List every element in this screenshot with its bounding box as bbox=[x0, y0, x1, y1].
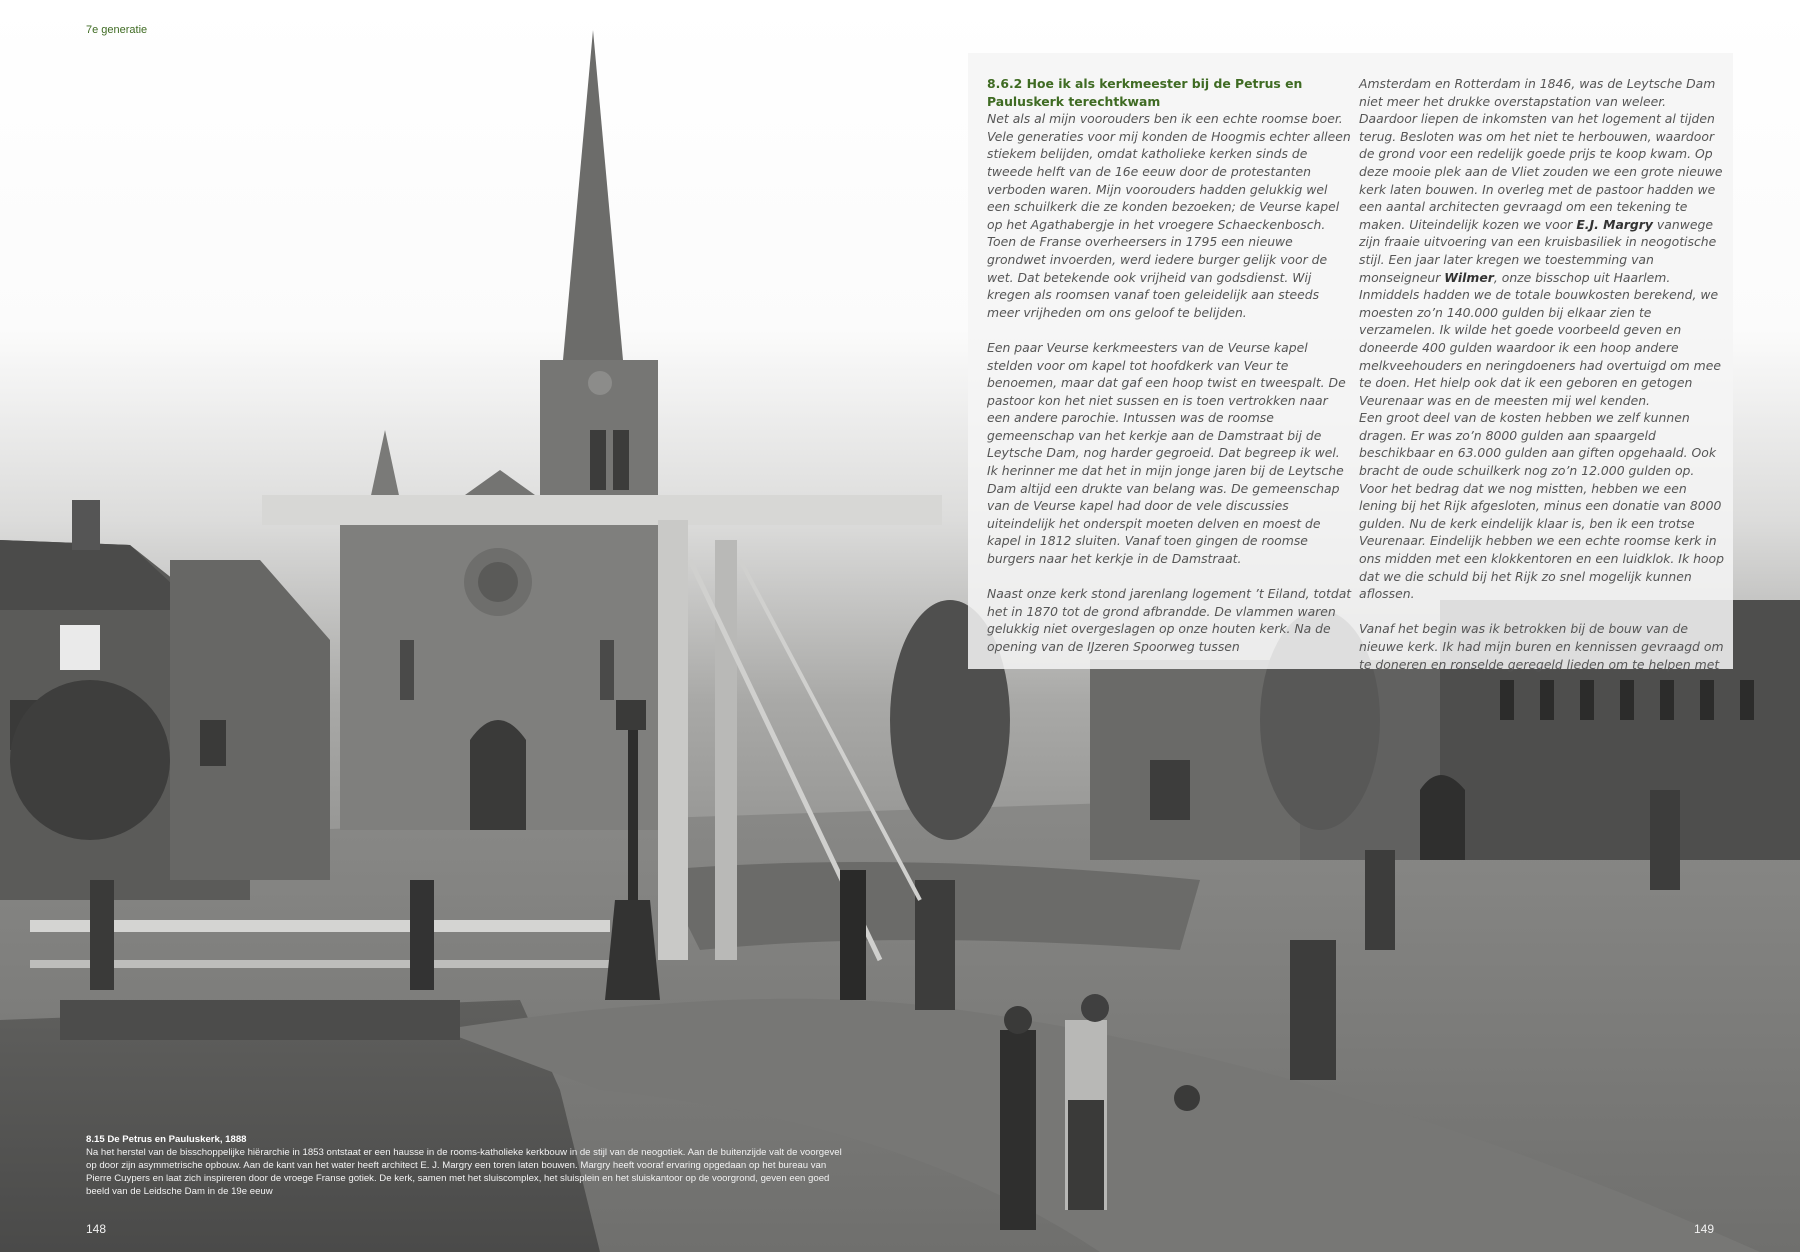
text-run: Amsterdam en Rotterdam in 1846, was de Leytsche Dam niet meer het drukke overstapstation van weleer. Daardoor liepen de inkomsten van het logement al tijden terug. Besloten was om het niet te herbouwen, waardoor de grond voor een redelijk goede prijs te koop kwam. Op deze mooie plek aan de Vliet zouden we een grote nieuwe kerk laten bouwen. In overleg met de pastoor hadden we een aantal architecten gevraagd om een tekening te maken. Uiteindelijk kozen we voor bbox=[1359, 76, 1723, 232]
chapter-header: 7e generatie bbox=[86, 24, 148, 36]
page-number-right: 149 bbox=[1694, 1222, 1715, 1236]
text-run: vanwege zijn fraaie uitvoering van een kruisbasiliek in neogotische stijl. Een jaar later kregen we toestemming van monseigneur bbox=[1359, 216, 1717, 285]
page-number-left: 148 bbox=[86, 1222, 107, 1236]
paragraph: Net als al mijn voorouders ben ik een echte roomse boer. Vele generaties voor mij konden de Hoogmis echter alleen stiekem belijden, omdat katholieke kerken sinds de tweede helft van de 16e eeuw door de protestanten verboden waren. Mijn voorouders hadden gelukkig wel een schuilkerk die ze konden bezoeken; de Veurse kapel op het Agathabergje in het vroegere Schaeckenbosch. Toen de Franse overheersers in 1795 een nieuwe grondwet invoerden, werd iedere burger gelijk voor de wet. Dat betekende ook vrijheid van godsdienst. Wij kregen als roomsen vanaf toen geleidelijk aan steeds meer vrijheden om ons geloof te belijden. bbox=[987, 111, 1351, 320]
caption-title: 8.15 De Petrus en Pauluskerk, 1888 bbox=[86, 1134, 247, 1145]
paragraph: Naast onze kerk stond jarenlang logement ’t Eiland, totdat het in 1870 tot de grond afbrandde. De vlammen waren gelukkig niet overgeslagen op onze houten kerk. Na de opening van de IJzeren Spoorweg tussen bbox=[987, 586, 1352, 654]
text-run: , onze bisschop uit Haarlem. Inmiddels hadden we de totale bouwkosten berekend, we moesten zo’n 140.000 gulden bij elkaar zien te verzamelen. Ik wilde het goede voorbeeld geven en doneerde 400 gulden waardoor ik een hoop andere melkveehouders en neringdoeners had overtuigd om mee te doen. Het hielp ook dat ik een geboren en getogen Veurenaar was en de meesten mij wel kenden. bbox=[1359, 269, 1721, 408]
paragraph-with-names bbox=[1359, 75, 1724, 409]
text-column-right bbox=[1359, 75, 1724, 673]
text-column-left bbox=[987, 75, 1352, 656]
photo-caption bbox=[86, 1133, 846, 1198]
bishop-name: Wilmer bbox=[1444, 269, 1494, 285]
architect-name: E.J. Margry bbox=[1576, 216, 1653, 232]
paragraph: Vanaf het begin was ik betrokken bij de bouw van de nieuwe kerk. Ik had mijn buren en kennissen gevraagd om te doneren en ronselde geregeld lieden om te helpen met bbox=[1359, 621, 1724, 672]
paragraph: Een groot deel van de kosten hebben we zelf kunnen dragen. Er was zo’n 8000 gulden aan spaargeld beschikbaar en 63.000 gulden aan giften opgehaald. Ook bracht de oude schuilkerk nog zo’n 12.000 gulden op. Voor het bedrag dat we nog mistten, hebben we een lening bij het Rijk afgesloten, minus een donatie van 8000 gulden. Nu de kerk eindelijk klaar is, ben ik een trotse Veurenaar. Eindelijk hebben we een echte roomse kerk in ons midden met een klokkentoren en een luidklok. Ik hoop dat we die schuld bij het Rijk zo snel mogelijk kunnen aflossen. bbox=[1359, 410, 1724, 602]
caption-text: Na het herstel van de bisschoppelijke hiërarchie in 1853 ontstaat er een hausse in de rooms-katholieke kerkbouw in de stijl van de neogotiek. Aan de buitenzijde valt de voorgevel op door zijn asymmetrische opbouw. Aan de kant van het water heeft architect E. J. Margry een toren laten bouwen. Margry heeft vooraf ervaring opgedaan op het bureau van Pierre Cuypers en laat zich inspireren door de vroege Franse gotiek. De kerk, samen met het sluiscomplex, het sluisplein en het sluiskantoor op de voorgrond, geven een goed beeld van de Leidsche Dam in de 19e eeuw bbox=[86, 1147, 842, 1197]
section-heading: 8.6.2 Hoe ik als kerkmeester bij de Petrus en Pauluskerk terechtkwam bbox=[987, 76, 1303, 109]
paragraph: Een paar Veurse kerkmeesters van de Veurse kapel stelden voor om kapel tot hoofdkerk van Veur te benoemen, maar dat gaf een hoop twist en tweespalt. De pastoor kon het niet sussen en is toen vertrokken naar een andere parochie. Intussen was de roomse gemeenschap van het kerkje aan de Damstraat bij de Leytsche Dam, nog harder gegroeid. Dat begreep ik wel. Ik herinner me dat het in mijn jonge jaren bij de Leytsche Dam altijd een drukte van belang was. De gemeenschap van de Veurse kapel had door de vele discussies uiteindelijk het onderspit moeten delven en moest de kapel in 1812 sluiten. Vanaf toen gingen de roomse burgers naar het kerkje in de Damstraat. bbox=[987, 339, 1346, 567]
